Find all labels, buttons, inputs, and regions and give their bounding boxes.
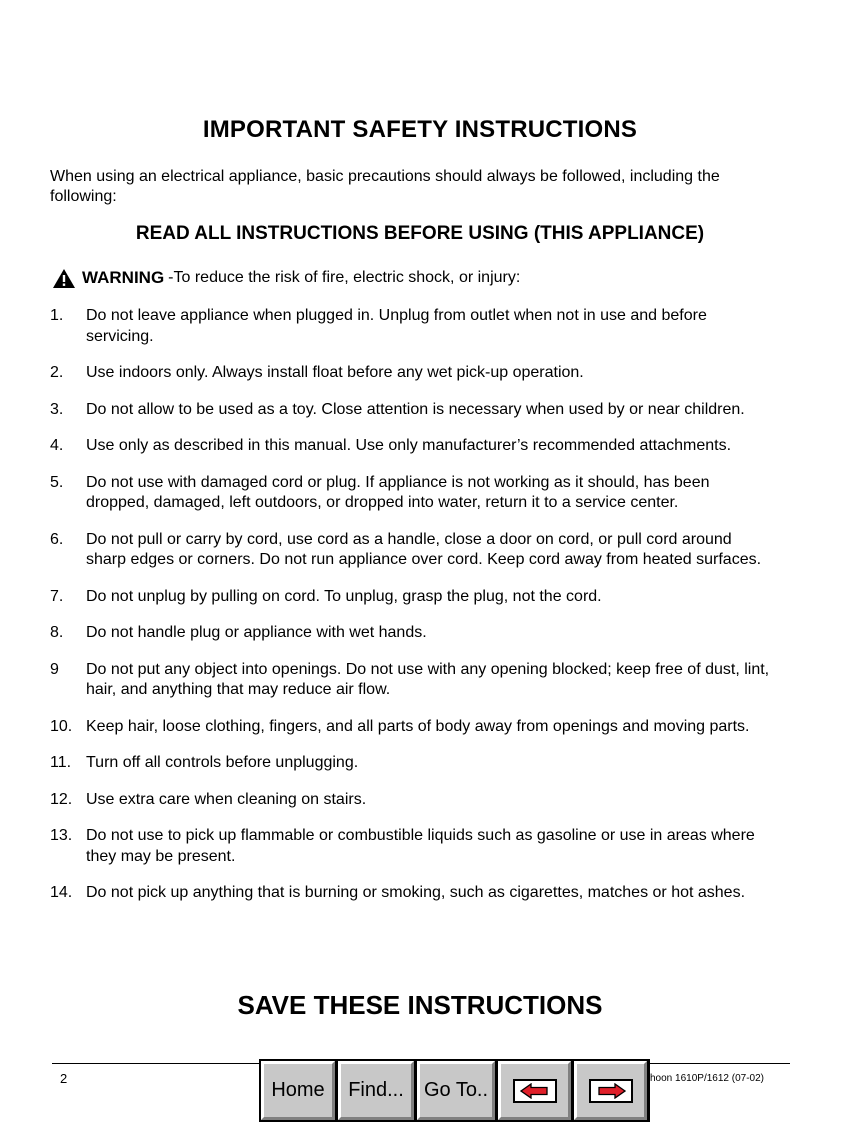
item-text: Do not put any object into openings. Do not use with any opening blocked; keep free of dust, lint, hair, and anything that may reduce air flow. [86, 660, 770, 698]
item-number: 1. [50, 307, 64, 324]
item-text: Do not leave appliance when plugged in. Unplug from outlet when not in use and before servicing. [86, 307, 707, 345]
item-text: Do not pick up anything that is burning or smoking, such as cigarettes, matches or hot ashes. [86, 884, 746, 901]
warning-line [52, 267, 520, 289]
instruction-list [50, 306, 770, 920]
item-text: Do not use with damaged cord or plug. If appliance is not working as it should, has been dropped, damaged, left outdoors, or dropped into water, return it to a service center. [86, 473, 710, 511]
item-number: 9 [50, 660, 59, 678]
item-number: 14. [50, 884, 73, 901]
item-text: Use extra care when cleaning on stairs. [86, 790, 367, 808]
item-number: 7. [50, 587, 64, 605]
item-number: 5. [50, 473, 64, 491]
list-item [50, 306, 770, 347]
item-text: Do not pull or carry by cord, use cord as a handle, close a door on cord, or pull cord around sharp edges or corners. Do not run appliance over cord. Keep cord away from heated surfaces. [86, 530, 762, 568]
list-item [50, 623, 770, 644]
right-arrow-icon [589, 1079, 633, 1103]
list-item [50, 826, 770, 867]
previous-page-button[interactable] [498, 1061, 571, 1120]
intro-paragraph: When using an electrical appliance, basic precautions should always be followed, including the following: [50, 168, 720, 205]
next-page-button[interactable] [574, 1061, 647, 1120]
left-arrow-icon [513, 1079, 557, 1103]
list-item [50, 473, 770, 514]
item-text: Use indoors only. Always install float before any wet pick-up operation. [86, 364, 584, 381]
warning-text: -To reduce the risk of fire, electric shock, or injury: [168, 269, 521, 286]
document-code: hoon 1610P/1612 (07-02) [650, 1073, 764, 1084]
warning-label: WARNING [82, 268, 165, 287]
item-number: 6. [50, 530, 64, 548]
item-text: Do not handle plug or appliance with wet hands. [86, 624, 427, 641]
list-item [50, 790, 770, 811]
list-item [50, 753, 770, 774]
item-number: 11. [50, 754, 72, 771]
item-number: 12. [50, 790, 73, 808]
item-text: Keep hair, loose clothing, fingers, and all parts of body away from openings and moving parts. [86, 717, 750, 735]
list-item [50, 660, 770, 701]
item-number: 3. [50, 400, 64, 418]
item-text: Turn off all controls before unplugging. [86, 754, 359, 771]
home-button[interactable]: Home [261, 1061, 335, 1120]
list-item [50, 883, 770, 904]
item-number: 13. [50, 827, 73, 844]
list-item [50, 530, 770, 571]
item-text: Do not unplug by pulling on cord. To unplug, grasp the plug, not the cord. [86, 587, 602, 605]
navigation-toolbar [259, 1059, 650, 1122]
item-number: 2. [50, 364, 64, 381]
item-number: 4. [50, 437, 64, 454]
item-number: 8. [50, 624, 64, 641]
save-instructions-heading: SAVE THESE INSTRUCTIONS [237, 990, 603, 1020]
page-title: IMPORTANT SAFETY INSTRUCTIONS [202, 116, 638, 143]
list-item [50, 587, 770, 608]
item-number: 10. [50, 717, 73, 735]
goto-button[interactable]: Go To.. [417, 1061, 495, 1120]
warning-triangle-icon [52, 268, 76, 289]
list-item [50, 363, 770, 384]
list-item [50, 436, 770, 457]
list-item [50, 400, 770, 421]
item-text: Do not allow to be used as a toy. Close attention is necessary when used by or near children. [86, 400, 745, 418]
find-button[interactable]: Find... [338, 1061, 414, 1120]
item-text: Use only as described in this manual. Use only manufacturer’s recommended attachments. [86, 437, 732, 454]
page-number: 2 [60, 1071, 68, 1086]
list-item [50, 717, 770, 738]
subtitle: READ ALL INSTRUCTIONS BEFORE USING (THIS APPLIANCE) [135, 223, 705, 244]
item-text: Do not use to pick up flammable or combustible liquids such as gasoline or use in areas where they may be present. [86, 827, 755, 865]
